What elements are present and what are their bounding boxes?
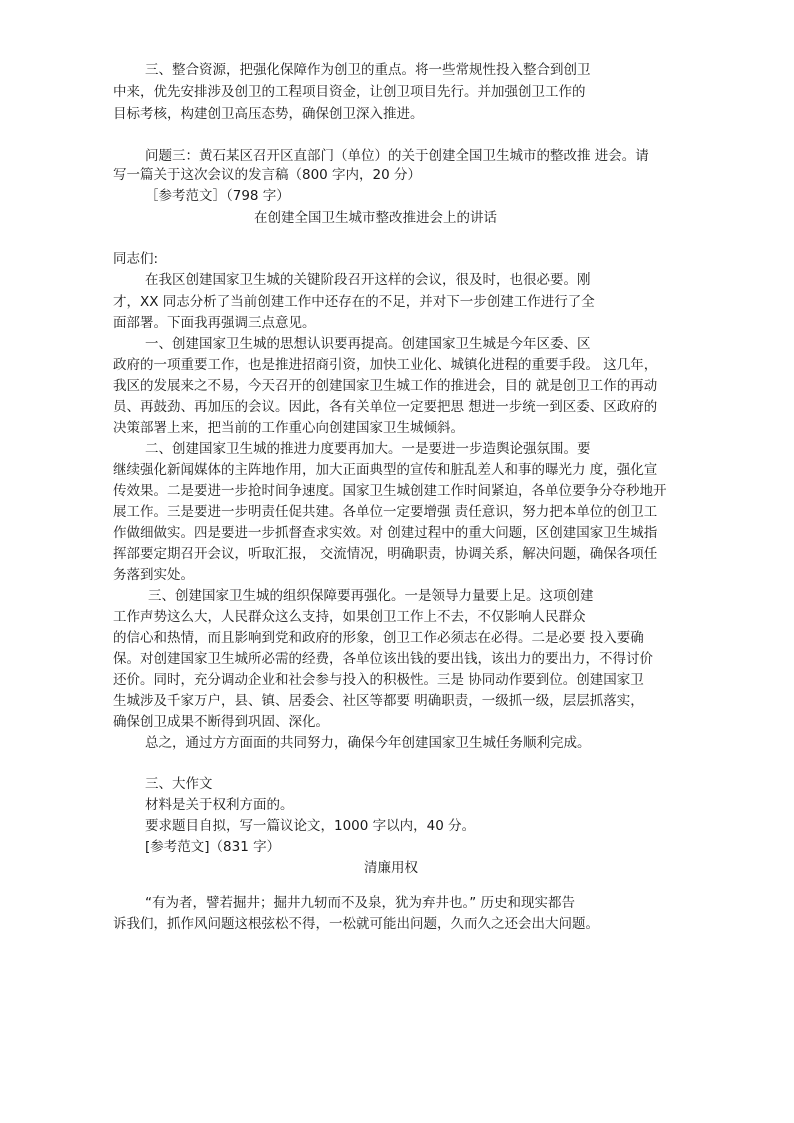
- text-line: 二、创建国家卫生城的推进力度要再加大。一是要进一步造舆论强氛围。要: [145, 441, 591, 457]
- text-line: 挥部要定期召开会议，听取汇报， 交流情况，明确职责，协调关系，解决问题，确保各项任: [113, 546, 658, 562]
- text-line: 诉我们，抓作风问题这根弦松不得，一松就可能出问题，久而久之还会出大问题。: [113, 916, 599, 932]
- text-line: 确保创卫成果不断得到巩固、深化。: [113, 714, 329, 730]
- text-line: 工作声势这么大，人民群众这么支持，如果创卫工作上不去，不仅影响人民群众: [113, 609, 586, 625]
- text-line: 才，XX 同志分析了当前创建工作中还存在的不足，并对下一步创建工作进行了全: [113, 294, 595, 310]
- text-line: [参考范文]（831 字）: [145, 839, 281, 855]
- text-line: 写一篇关于这次会议的发言稿（800 字内，20 分）: [113, 167, 422, 183]
- text-line: 继续强化新闻媒体的主阵地作用，加大正面典型的宣传和脏乱差人和事的曝光力 度，强化宣: [113, 462, 658, 478]
- text-line: 生城涉及千家万户，县、镇、居委会、社区等都要 明确职责，一级抓一级，层层抓落实，: [113, 693, 644, 709]
- section-heading: 三、大作文: [145, 776, 213, 792]
- text-line: 传效果。二是要进一步抢时间争速度。国家卫生城创建工作时间紧迫，各单位要争分夺秒地开: [113, 483, 667, 499]
- text-line: 员、再鼓劲、再加压的会议。因此，各有关单位一定要把思 想进一步统一到区委、区政府的: [113, 399, 658, 415]
- text-line: 决策部署上来，把当前的工作重心向创建国家卫生城倾斜。: [113, 420, 464, 436]
- text-line: 在我区创建国家卫生城的关键阶段召开这样的会议，很及时，也很必要。刚: [145, 272, 591, 288]
- text-line: 问题三：黄石某区召开区直部门（单位）的关于创建全国卫生城市的整改推 进会。请: [145, 148, 649, 164]
- text-line: 中来，优先安排涉及创卫的工程项目资金，让创卫项目先行。并加强创卫工作的: [113, 84, 586, 100]
- text-line: 还价。同时，充分调动企业和社会参与投入的积极性。三是 协同动作要到位。创建国家卫: [113, 672, 644, 688]
- text-line: 作做细做实。四是要进一步抓督查求实效。对 创建过程中的重大问题，区创建国家卫生城指: [113, 525, 658, 541]
- text-line: 一、创建国家卫生城的思想认识要再提高。创建国家卫生城是今年区委、区: [145, 336, 591, 352]
- text-line: 我区的发展来之不易，今天召开的创建国家卫生城工作的推进会，目的 就是创卫工作的再动: [113, 378, 658, 394]
- text-line: 保。对创建国家卫生城所必需的经费，各单位该出钱的要出钱，该出力的要出力，不得讨价: [113, 651, 653, 667]
- text-line: “有为者，譬若掘井；掘井九轫而不及泉，犹为弃井也。” 历史和现实都告: [145, 895, 576, 911]
- text-line: 要求题目自拟，写一篇议论文，1000 字以内，40 分。: [145, 818, 476, 834]
- text-line: 三、创建国家卫生城的组织保障要再强化。一是领导力量要上足。这项创建: [148, 588, 594, 604]
- text-line: ［参考范文］（798 字）: [145, 188, 290, 204]
- text-line: 材料是关于权利方面的。: [145, 797, 294, 813]
- text-line: 目标考核，构建创卫高压态势，确保创卫深入推进。: [113, 106, 424, 122]
- essay-title: 清廉用权: [364, 860, 418, 876]
- text-line: 总之，通过方方面面的共同努力，确保今年创建国家卫生城任务顺利完成。: [145, 735, 591, 751]
- text-line: 务落到实处。: [113, 567, 194, 583]
- salutation: 同志们:: [113, 251, 159, 267]
- text-line: 展工作。三是要进一步明责任促共建。各单位一定要增强 责任意识，努力把本单位的创卫工: [113, 504, 658, 520]
- text-line: 面部署。下面我再强调三点意见。: [113, 315, 316, 331]
- text-line: 三、整合资源，把强化保障作为创卫的重点。将一些常规性投入整合到创卫: [145, 62, 591, 78]
- text-line: 的信心和热情，而且影响到党和政府的形象，创卫工作必须志在必得。二是必要 投入要确: [113, 630, 644, 646]
- essay-title: 在创建全国卫生城市整改推进会上的讲话: [254, 210, 497, 226]
- text-line: 政府的一项重要工作，也是推进招商引资，加快工业化、城镇化进程的重要手段。 这几年，: [113, 357, 658, 373]
